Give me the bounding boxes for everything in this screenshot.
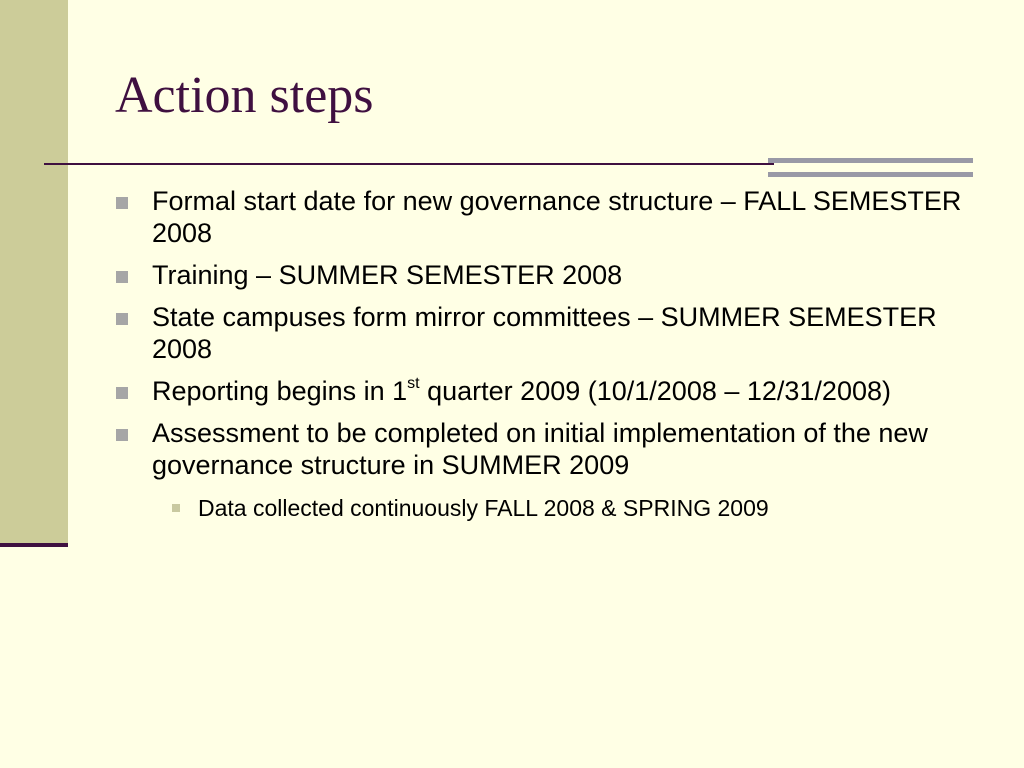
bullet-text: Assessment to be completed on initial implementation of the new governance structure in SUMMER 2009 <box>152 418 928 480</box>
title-divider <box>44 163 774 165</box>
accent-rule-bottom <box>768 172 973 177</box>
accent-rule-top <box>768 158 973 163</box>
bullet-text-before: Reporting begins in 1 <box>152 376 408 406</box>
bullet-text-after: quarter 2009 (10/1/2008 – 12/31/2008) <box>419 376 891 406</box>
square-bullet-icon <box>116 271 128 283</box>
bullet-text: State campuses form mirror committees – SUMMER SEMESTER 2008 <box>152 302 937 364</box>
small-square-bullet-icon <box>172 504 180 512</box>
sub-bullet-list <box>152 493 975 523</box>
sub-bullet-item <box>152 493 975 523</box>
ordinal-superscript: st <box>407 375 420 392</box>
bullet-item <box>115 259 975 291</box>
bullet-text: Formal start date for new governance structure – FALL SEMESTER 2008 <box>152 186 962 248</box>
left-decorative-band <box>0 0 68 546</box>
bullet-text: Training – SUMMER SEMESTER 2008 <box>152 260 623 290</box>
square-bullet-icon <box>116 429 128 441</box>
square-bullet-icon <box>116 387 128 399</box>
left-band-rule <box>0 543 68 547</box>
slide-title: Action steps <box>115 67 374 124</box>
bullet-item <box>115 375 975 407</box>
bullet-item <box>115 301 975 365</box>
bullet-list <box>115 185 975 533</box>
square-bullet-icon <box>116 197 128 209</box>
bullet-item <box>115 185 975 249</box>
sub-bullet-text: Data collected continuously FALL 2008 & SPRING 2009 <box>198 495 769 521</box>
square-bullet-icon <box>116 313 128 325</box>
bullet-item <box>115 417 975 523</box>
